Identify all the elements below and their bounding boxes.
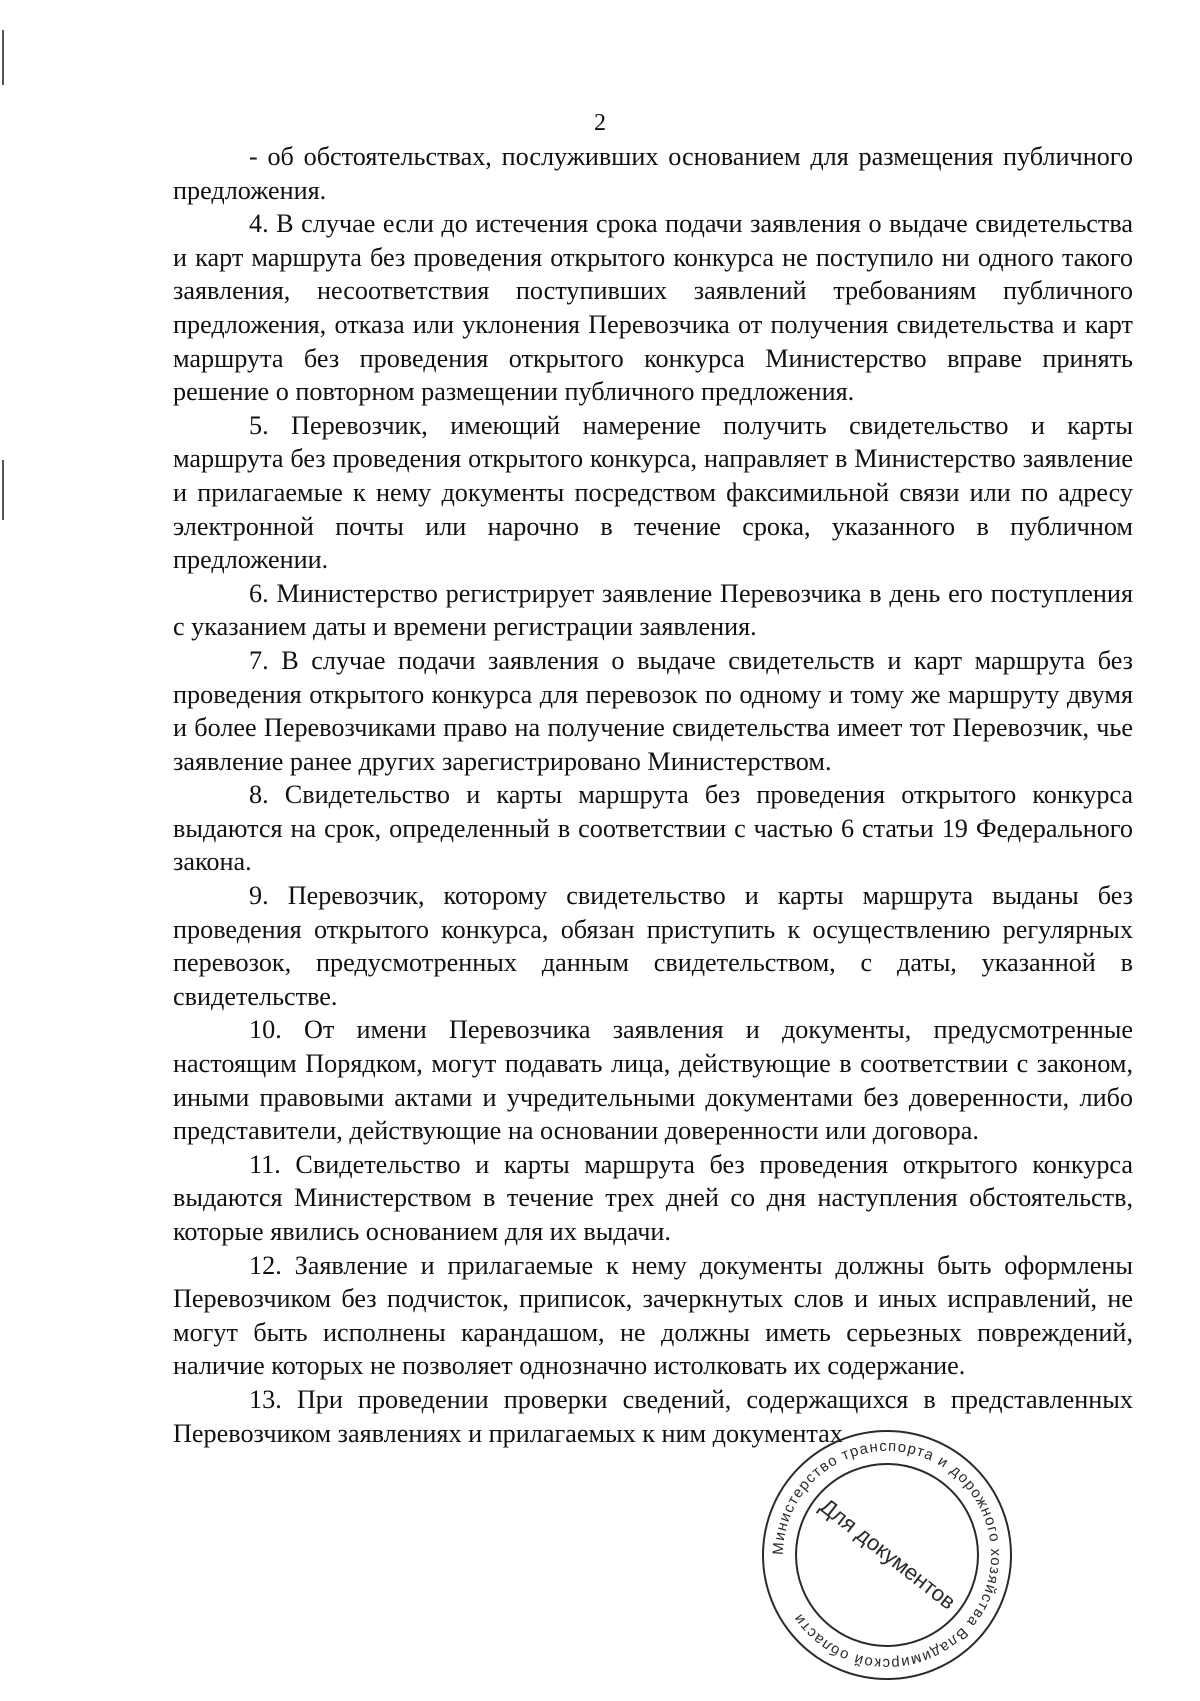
official-stamp — [757, 1425, 1017, 1685]
paragraph-9: 9. Перевозчик, которому свидетельство и карты маршрута выданы без проведения открытого конкурса, обязан приступить к осуществлению регулярных перевозок, предусмотренных данным свидетельством, с даты, указанной в свидетельстве. — [173, 881, 1133, 1011]
page-number: 2 — [594, 110, 606, 136]
scan-edge-mark — [2, 30, 4, 85]
paragraph-4: 4. В случае если до истечения срока подачи заявления о выдаче свидетельства и карт маршрута без проведения открытого конкурса не поступило ни одного такого заявления, несоответствия поступивших заявлений требованиям публичного предложения, отказа или уклонения Перевозчика от получения свидетельства и карт маршрута без проведения открытого конкурса Министерство вправе принять решение о повторном размещении публичного предложения. — [173, 209, 1133, 407]
paragraph-5: 5. Перевозчик, имеющий намерение получить свидетельство и карты маршрута без проведения открытого конкурса, направляет в Министерство заявление и прилагаемые к нему документы посредством факсимильной связи или по адресу электронной почты или нарочно в течение срока, указанного в публичном предложении. — [173, 410, 1133, 575]
stamp-ring-text: Министерство транспорта и дорожного хозяйства Владимирской области — [769, 1437, 1005, 1673]
paragraph-7: 7. В случае подачи заявления о выдаче свидетельств и карт маршрута без проведения открытого конкурса для перевозок по одному и тому же маршруту двумя и более Перевозчиками право на получение свидетельства имеет тот Перевозчик, чье заявление ранее других зарегистрировано Министерством. — [173, 645, 1133, 776]
paragraph-circumstances-item: - об обстоятельствах, послуживших основанием для размещения публичного предложения. — [173, 142, 1133, 205]
paragraph-8: 8. Свидетельство и карты маршрута без проведения открытого конкурса выдаются на срок, определенный в соответствии с частью 6 статьи 19 Федерального закона. — [173, 780, 1133, 877]
document-body — [173, 140, 1133, 1450]
paragraph-6: 6. Министерство регистрирует заявление Перевозчика в день его поступления с указанием даты и времени регистрации заявления. — [173, 578, 1133, 642]
paragraph-13: 13. При проведении проверки сведений, содержащихся в представленных Перевозчиком заявлениях и прилагаемых к ним документах — [173, 1384, 1133, 1448]
paragraph-12: 12. Заявление и прилагаемые к нему документы должны быть оформлены Перевозчиком без подчисток, приписок, зачеркнутых слов и иных исправлений, не могут быть исполнены карандашом, не должны иметь серьезных повреждений, наличие которых не позволяет однозначно истолковать их содержание. — [173, 1250, 1133, 1381]
scan-edge-mark — [2, 460, 4, 520]
paragraph-11: 11. Свидетельство и карты маршрута без проведения открытого конкурса выдаются Министерством в течение трех дней со дня наступления обстоятельств, которые явились основанием для их выдачи. — [173, 1149, 1133, 1246]
stamp-center-text: Для документов — [815, 1493, 961, 1615]
paragraph-10: 10. От имени Перевозчика заявления и документы, предусмотренные настоящим Порядком, могут подавать лица, действующие в соответствии с законом, иными правовыми актами и учредительными документами без доверенности, либо представители, действующие на основании доверенности или договора. — [173, 1015, 1133, 1146]
